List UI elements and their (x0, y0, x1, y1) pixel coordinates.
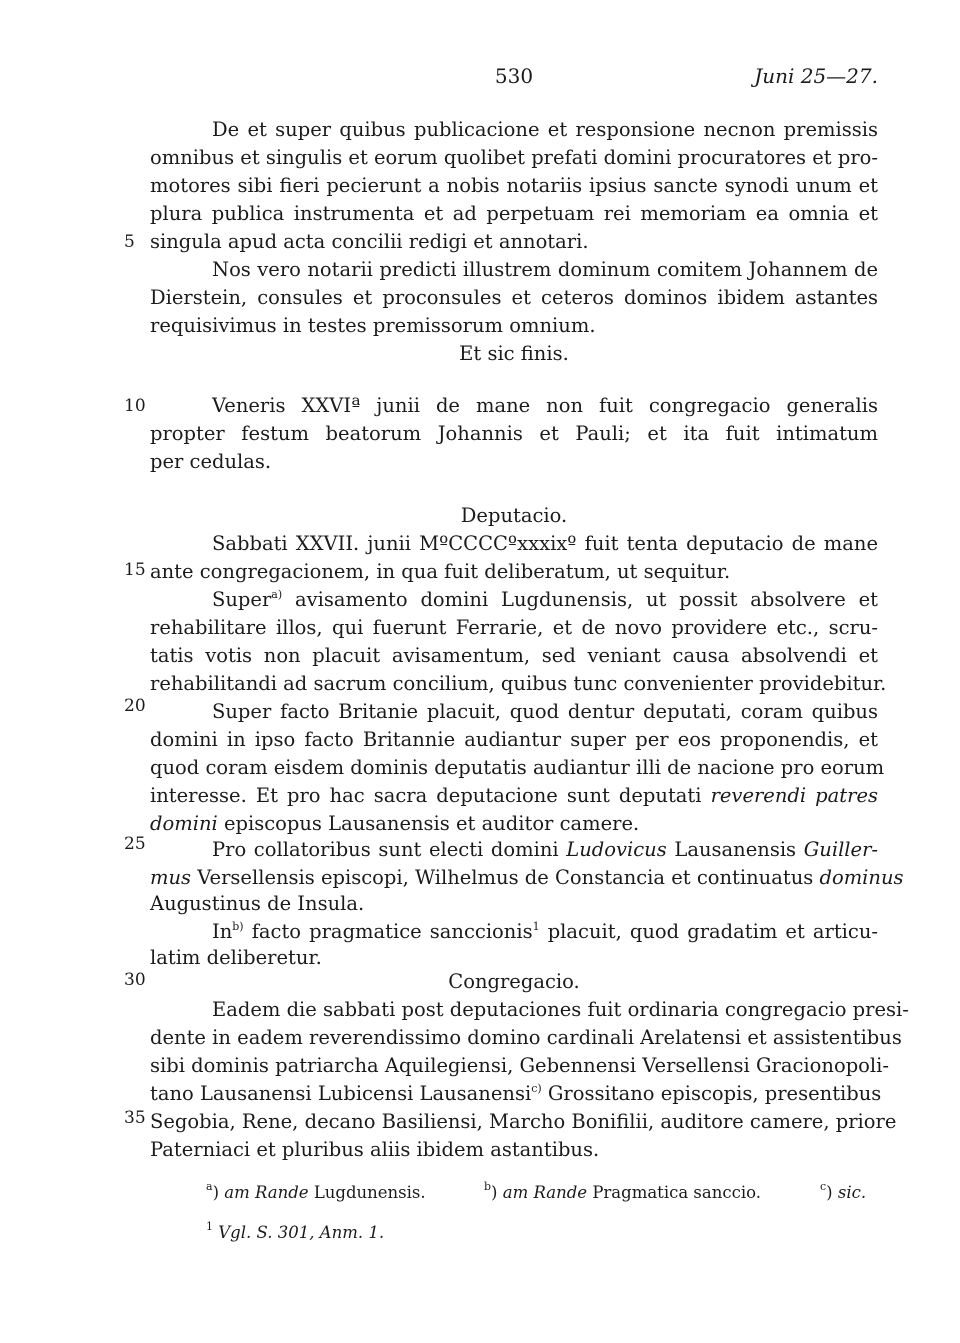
text-line: Paterniaci et pluribus aliis ibidem astantibus. (150, 1138, 600, 1161)
text-line: requisivimus in testes premissorum omnium. (150, 314, 596, 337)
text-line: motores sibi fieri pecierunt a nobis notariis ipsius sancte synodi unum et (150, 174, 878, 197)
text-line: domini in ipso facto Britannie audiantur super per eos proponendis, et (150, 728, 878, 751)
text-line: domini episcopus Lausanensis et auditor camere. (150, 812, 640, 835)
text-line: De et super quibus publicacione et responsione necnon premissis (212, 118, 878, 141)
footnote-b: $^b$) am Rande Pragmatica sanccio. (484, 1180, 761, 1202)
text-line: per cedulas. (150, 450, 272, 473)
line-number: 15 (124, 560, 146, 580)
text-line: Segobia, Rene, decano Basiliensi, Marcho Bonifilii, auditore camere, priore (150, 1110, 897, 1133)
text-line: singula apud acta concilii redigi et annotari. (150, 230, 589, 253)
text-line: latim deliberetur. (150, 946, 322, 969)
running-head: Juni 25—27. (754, 64, 878, 88)
text-line: rehabilitandi ad sacrum concilium, quibus tunc convenienter providebitur. (150, 672, 887, 695)
text-line: Nos vero notarii predicti illustrem dominum comitem Johannem de (212, 258, 878, 281)
footnote-a: $^a$) am Rande Lugdunensis. (206, 1180, 426, 1202)
text-line: propter festum beatorum Johannis et Pauli; et ita fuit intimatum (150, 422, 878, 445)
line-number: 20 (124, 696, 146, 716)
section-heading: Congregacio. (448, 970, 580, 993)
closing-line: Et sic finis. (459, 342, 569, 365)
footnote-c: $^c$) sic. (820, 1180, 867, 1202)
text-line: Super facto Britanie placuit, quod dentur deputati, coram quibus (212, 700, 878, 723)
text-line: tatis votis non placuit avisamentum, sed veniant causa absolvendi et (150, 644, 878, 667)
text-line: Pro collatoribus sunt electi domini Ludovicus Lausanensis Guiller- (212, 838, 878, 861)
text-line: plura publica instrumenta et ad perpetuam rei memoriam ea omnia et (150, 202, 878, 225)
text-line: Sabbati XXVII. junii MºCCCCºxxxixº fuit tenta deputacio de mane (212, 532, 878, 555)
text-line: Eadem die sabbati post deputaciones fuit ordinaria congregacio presi- (212, 998, 909, 1021)
text-line: ante congregacionem, in qua fuit deliberatum, ut sequitur. (150, 560, 731, 583)
text-line: quod coram eisdem dominis deputatis audiantur illi de nacione pro eorum (150, 756, 885, 779)
line-number: 5 (124, 232, 135, 252)
section-heading: Deputacio. (460, 504, 568, 527)
line-number: 25 (124, 834, 146, 854)
line-number: 30 (124, 970, 146, 990)
text-line: In$^{b)}$ facto pragmatice sanccionis$^1$ placuit, quod gradatim et articu- (212, 920, 878, 943)
text-line: interesse. Et pro hac sacra deputacione sunt deputati reverendi patres (150, 784, 878, 807)
page-number: 530 (494, 64, 534, 88)
text-line: Augustinus de Insula. (150, 892, 365, 915)
text-line: tano Lausanensi Lubicensi Lausanensi$^{c)}$ Grossitano episcopis, presentibus (150, 1082, 882, 1105)
footnote-marker: a) (271, 588, 283, 601)
text-line: sibi dominis patriarcha Aquilegiensi, Gebennensi Versellensi Gracionopoli- (150, 1054, 889, 1077)
text-line: Super$^{a)}$ avisamento domini Lugdunensis, ut possit absolvere et (212, 588, 879, 611)
text-line: Dierstein, consules et proconsules et ceteros dominos ibidem astantes (150, 286, 878, 309)
footnote-1: $^1$ Vgl. S. 301, Anm. 1. (206, 1220, 385, 1242)
footnote-marker: b) (232, 920, 244, 933)
text-line: Veneris XXVIª junii de mane non fuit congregacio generalis (212, 394, 878, 417)
text-line: omnibus et singulis et eorum quolibet prefati domini procuratores et pro- (150, 146, 878, 169)
text-line: mus Versellensis episcopi, Wilhelmus de Constancia et continuatus dominus (150, 866, 904, 889)
line-number: 35 (124, 1108, 146, 1128)
line-number: 10 (124, 396, 146, 416)
text-line: rehabilitare illos, qui fuerunt Ferrarie, et de novo providere etc., scru- (150, 616, 878, 639)
footnote-marker: 1 (532, 920, 540, 933)
footnote-marker: c) (531, 1082, 542, 1095)
page-header (150, 64, 878, 94)
text-line: dente in eadem reverendissimo domino cardinali Arelatensi et assistentibus (150, 1026, 902, 1049)
